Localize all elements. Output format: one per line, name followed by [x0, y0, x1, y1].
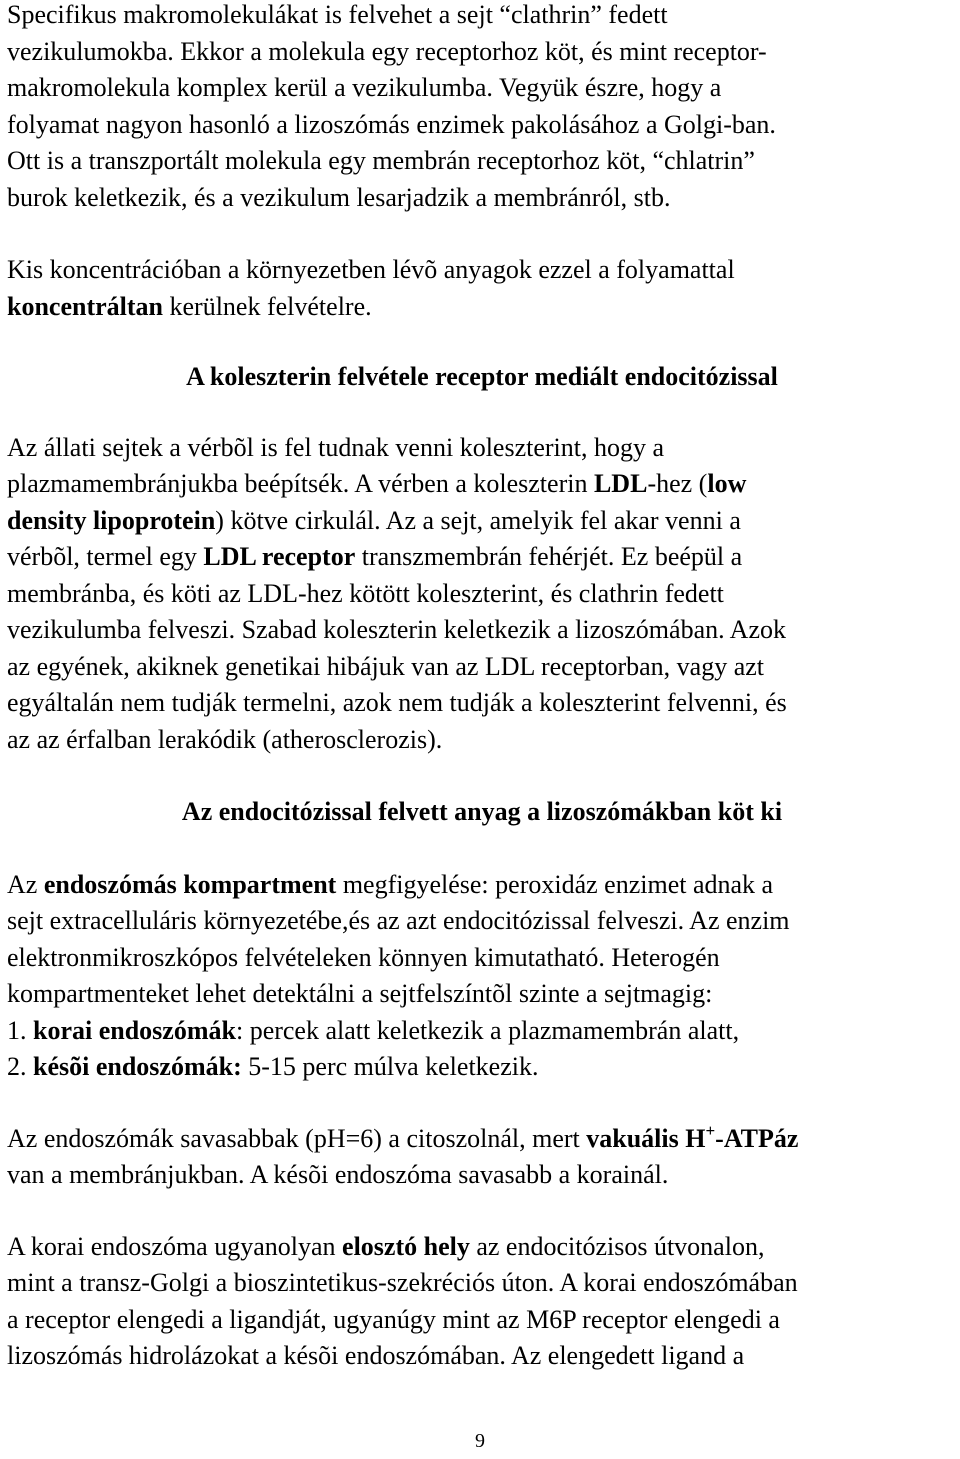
paragraph-gap [7, 216, 957, 252]
paragraph-sorting-station [7, 1229, 957, 1375]
paragraph-gap [7, 1086, 957, 1121]
text-line [7, 466, 957, 503]
text-line: lizoszómás hidrolázokat a késõi endoszómában. Az elengedett ligand a [7, 1341, 745, 1370]
paragraph-endosome-compartment [7, 867, 957, 1086]
text-line [7, 503, 957, 540]
list-number: 1. [7, 1015, 33, 1045]
text-line [7, 867, 957, 904]
text-line: az egyének, akiknek genetikai hibájuk van az LDL receptorban, vagy azt [7, 651, 765, 681]
text-line [7, 539, 957, 576]
text-line: Ott is a transzportált molekula egy membrán receptorhoz köt, “chlatrin” [7, 146, 755, 175]
text-span: vakuális H [586, 1123, 706, 1153]
bold-term: density lipoprotein [7, 505, 216, 535]
text-span: -hez ( [647, 469, 708, 498]
paragraph-ldl [7, 430, 957, 759]
text-line: a receptor elengedi a ligandját, ugyanúgy mint az M6P receptor elengedi a [7, 1304, 780, 1334]
text-line: vezikulumokba. Ekkor a molekula egy receptorhoz köt, és mint receptor- [7, 36, 767, 66]
text-span: Az [7, 869, 44, 899]
text-line: membránba, és köti az LDL-hez kötött koleszterint, és clathrin fedett [7, 578, 724, 608]
bold-term: LDL receptor [203, 542, 356, 571]
text-span: plazmamembránjukba beépítsék. A vérben a koleszterin [7, 469, 594, 498]
text-line: elektronmikroszkópos felvételeken könnyen kimutatható. Heterogén [7, 942, 720, 972]
text-span: A korai endoszóma ugyanolyan [7, 1231, 343, 1261]
text-span: 5-15 perc múlva keletkezik. [241, 1052, 539, 1081]
text-span: az endocitózisos útvonalon, [469, 1231, 765, 1261]
paragraph-gap [7, 1194, 957, 1229]
text-line: egyáltalán nem tudják termelni, azok nem tudják a koleszterint felvenni, és [7, 688, 787, 717]
text-span: Az endoszómák savasabbak (pH=6) a citoszolnál, mert [7, 1123, 587, 1153]
text-line: van a membránjukban. A késõi endoszóma savasabb a korainál. [7, 1160, 669, 1189]
text-line: vezikulumba felveszi. Szabad koleszterin keletkezik a lizoszómában. Azok [7, 615, 786, 644]
text-line: folyamat nagyon hasonló a lizoszómás enzimek pakolásához a Golgi-ban. [7, 109, 776, 139]
list-item [7, 1013, 957, 1050]
text-span: megfigyelése: peroxidáz enzimet adnak a [336, 869, 774, 899]
bold-term: koncentráltan [7, 291, 163, 321]
text-line: az az érfalban lerakódik (atherosclerozis). [7, 724, 443, 754]
section-heading-cholesterol: A koleszterin felvétele receptor mediált endocitózissal [186, 362, 778, 391]
document-page [7, 0, 957, 1375]
bold-term: elosztó hely [342, 1231, 470, 1261]
superscript-plus: + [705, 1120, 716, 1140]
paragraph-acidity [7, 1121, 957, 1194]
text-line [7, 1121, 957, 1158]
text-span: -ATPáz [715, 1123, 799, 1153]
text-line: kompartmenteket lehet detektálni a sejtfelszíntõl szinte a sejtmagig: [7, 979, 713, 1008]
list-item [7, 1049, 957, 1086]
text-span: kerülnek felvételre. [163, 291, 372, 321]
bold-term: késõi endoszómák: [33, 1052, 242, 1081]
bold-term: low [707, 469, 747, 498]
bold-term: LDL [593, 469, 648, 498]
list-number: 2. [7, 1052, 33, 1081]
text-span: vérbõl, termel egy [7, 542, 204, 571]
text-line: Specifikus makromolekulákat is felvehet a sejt “clathrin” fedett [7, 0, 668, 29]
bold-term [586, 1120, 799, 1153]
text-line [7, 289, 957, 326]
text-line: Az állati sejtek a vérbõl is fel tudnak venni koleszterint, hogy a [7, 432, 665, 462]
text-span: ) kötve cirkulál. Az a sejt, amelyik fel akar venni a [215, 505, 741, 535]
paragraph-concentration [7, 252, 957, 325]
text-span: transzmembrán fehérjét. Ez beépül a [355, 542, 743, 571]
paragraph-clathrin [7, 0, 957, 216]
text-line: sejt extracelluláris környezetébe,és az azt endocitózissal felveszi. Az enzim [7, 906, 790, 935]
text-line: mint a transz-Golgi a bioszintetikus-szekréciós úton. A korai endoszómában [7, 1268, 798, 1297]
text-line: burok keletkezik, és a vezikulum lesarjadzik a membránról, stb. [7, 182, 671, 212]
text-span: : percek alatt keletkezik a plazmamembrán alatt, [235, 1015, 740, 1045]
text-line [7, 1229, 957, 1266]
section-heading-lysosome: Az endocitózissal felvett anyag a lizoszómákban köt ki [181, 797, 783, 826]
text-line: Kis koncentrációban a környezetben lévõ anyagok ezzel a folyamattal [7, 255, 735, 284]
page-number: 9 [475, 1430, 485, 1452]
bold-term: korai endoszómák [33, 1015, 236, 1045]
text-line: makromolekula komplex kerül a vezikulumba. Vegyük észre, hogy a [7, 73, 722, 102]
bold-term: endoszómás kompartment [43, 869, 337, 899]
